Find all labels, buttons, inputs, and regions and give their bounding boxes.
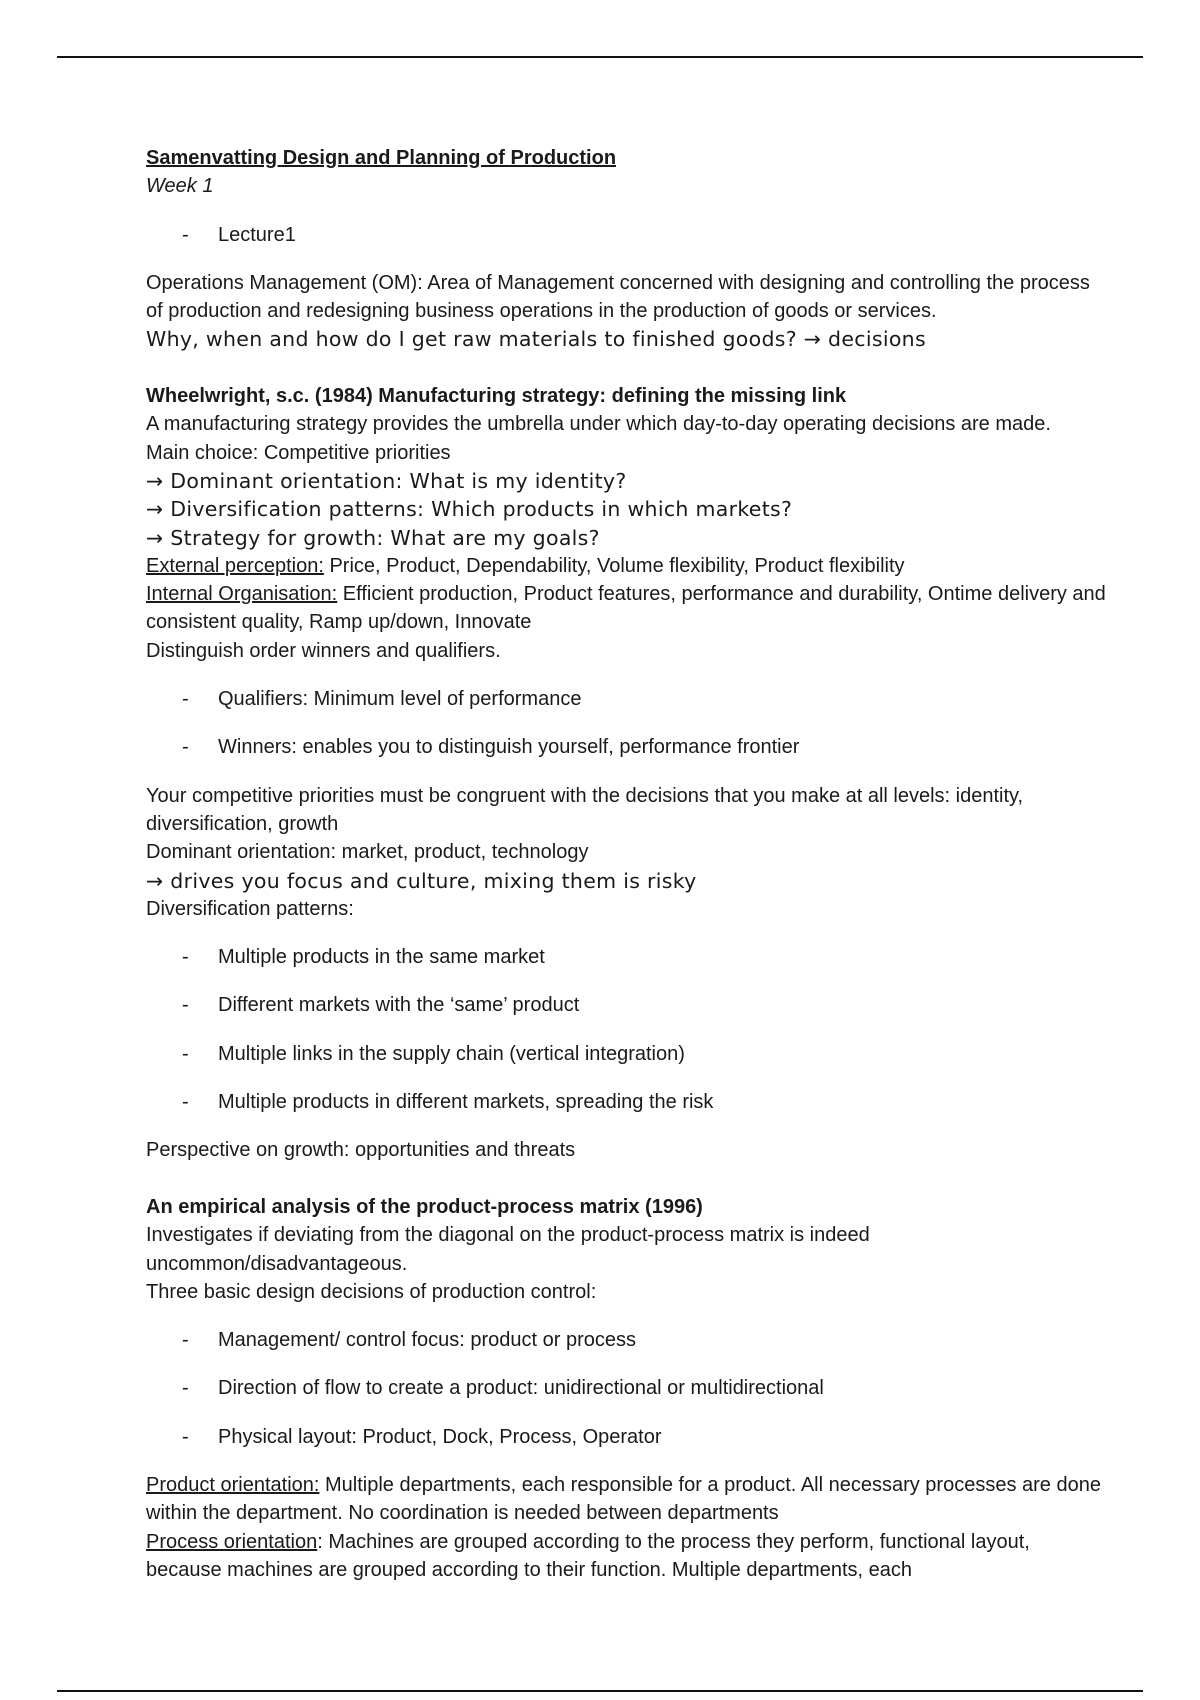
- three-decisions: Three basic design decisions of production control:: [146, 1280, 597, 1303]
- om-definition: Operations Management (OM): Area of Management concerned with designing and controlling the process of production and redesigning business operations in the production of goods or services.: [146, 271, 1090, 323]
- bullet-dash: -: [182, 946, 189, 969]
- process-text: : Machines are grouped according to the process they perform, functional layout, because machines are grouped according to their function. Multiple departments, each: [146, 1530, 1030, 1581]
- decision-text: Direction of flow to create a product: unidirectional or multidirectional: [218, 1377, 824, 1400]
- pattern-text: Multiple products in different markets, spreading the risk: [218, 1091, 714, 1114]
- decision-text: Management/ control focus: product or process: [218, 1329, 636, 1352]
- bottom-rule: [57, 1690, 1143, 1692]
- bullet-dash: -: [182, 1329, 189, 1352]
- list-item: [146, 1040, 1106, 1068]
- drives-text: → drives you focus and culture, mixing them is risky: [146, 868, 697, 893]
- process-orientation: [146, 1528, 1106, 1585]
- bullet-dash: -: [182, 688, 189, 711]
- internal-text: Efficient production, Product features, performance and durability, Ontime delivery and consistent quality, Ramp up/down, Innovate: [146, 583, 1106, 634]
- pattern-text: Multiple links in the supply chain (vertical integration): [218, 1042, 685, 1065]
- bullet-dash: -: [182, 223, 189, 246]
- week-label: Week 1: [146, 175, 214, 198]
- congruent-text: Your competitive priorities must be congruent with the decisions that you make at all levels: identity, diversification, growth: [146, 784, 1024, 835]
- winners-text: Winners: enables you to distinguish yourself, performance frontier: [218, 736, 800, 759]
- umbrella-text: A manufacturing strategy provides the umbrella under which day-to-day operating decisions are made.: [146, 413, 1051, 436]
- internal-label: Internal Organisation:: [146, 583, 338, 606]
- arrow-diversification: → Diversification patterns: Which products in which markets?: [146, 497, 793, 522]
- growth-text: Perspective on growth: opportunities and threats: [146, 1139, 576, 1162]
- list-item: [146, 685, 1106, 713]
- distinguish-text: Distinguish order winners and qualifiers.: [146, 639, 501, 662]
- bullet-dash: -: [182, 1425, 189, 1448]
- document-title: Samenvatting Design and Planning of Production: [146, 147, 617, 169]
- wheelwright-heading: Wheelwright, s.c. (1984) Manufacturing strategy: defining the missing link: [146, 385, 847, 408]
- main-choice: Main choice: Competitive priorities: [146, 441, 451, 464]
- top-rule: [57, 56, 1143, 58]
- spacer: [146, 1165, 1106, 1193]
- bullet-dash: -: [182, 994, 189, 1017]
- dominant-orientation: Dominant orientation: market, product, technology: [146, 841, 589, 864]
- list-item: [146, 221, 1106, 249]
- bullet-dash: -: [182, 1377, 189, 1400]
- bullet-dash: -: [182, 1091, 189, 1114]
- spacer: [146, 354, 1106, 382]
- process-label: Process orientation: [146, 1530, 318, 1553]
- product-text: Multiple departments, each responsible for a product. All necessary processes are done within the department. No coordination is needed between departments: [146, 1473, 1101, 1525]
- investigates-text: Investigates if deviating from the diagonal on the product-process matrix is indeed uncommon/disadvantageous.: [146, 1224, 870, 1275]
- list-item: [146, 943, 1106, 971]
- product-label: Product orientation:: [146, 1473, 320, 1496]
- list-item: [146, 1374, 1106, 1402]
- pattern-text: Multiple products in the same market: [218, 946, 545, 969]
- arrow-dominant: → Dominant orientation: What is my identity?: [146, 468, 627, 493]
- list-item: [146, 1326, 1106, 1354]
- bullet-dash: -: [182, 1042, 189, 1065]
- list-item: [146, 733, 1106, 761]
- list-item: [146, 991, 1106, 1019]
- bullet-dash: -: [182, 736, 189, 759]
- external-label: External perception:: [146, 554, 324, 577]
- pattern-text: Different markets with the ‘same’ product: [218, 994, 580, 1017]
- external-perception: [146, 552, 1106, 580]
- lecture-label: Lecture1: [218, 223, 296, 246]
- qualifiers-text: Qualifiers: Minimum level of performance: [218, 688, 582, 711]
- product-orientation: [146, 1471, 1106, 1528]
- diversification-heading: Diversification patterns:: [146, 897, 354, 920]
- internal-organisation: [146, 580, 1106, 637]
- document-body: [146, 144, 1106, 1584]
- list-item: [146, 1088, 1106, 1116]
- matrix-heading: An empirical analysis of the product-process matrix (1996): [146, 1195, 703, 1218]
- external-text: Price, Product, Dependability, Volume flexibility, Product flexibility: [323, 554, 905, 577]
- list-item: [146, 1423, 1106, 1451]
- decision-text: Physical layout: Product, Dock, Process, Operator: [218, 1425, 662, 1448]
- arrow-growth: → Strategy for growth: What are my goals?: [146, 525, 600, 550]
- decisions-question: Why, when and how do I get raw materials to finished goods? → decisions: [146, 327, 926, 352]
